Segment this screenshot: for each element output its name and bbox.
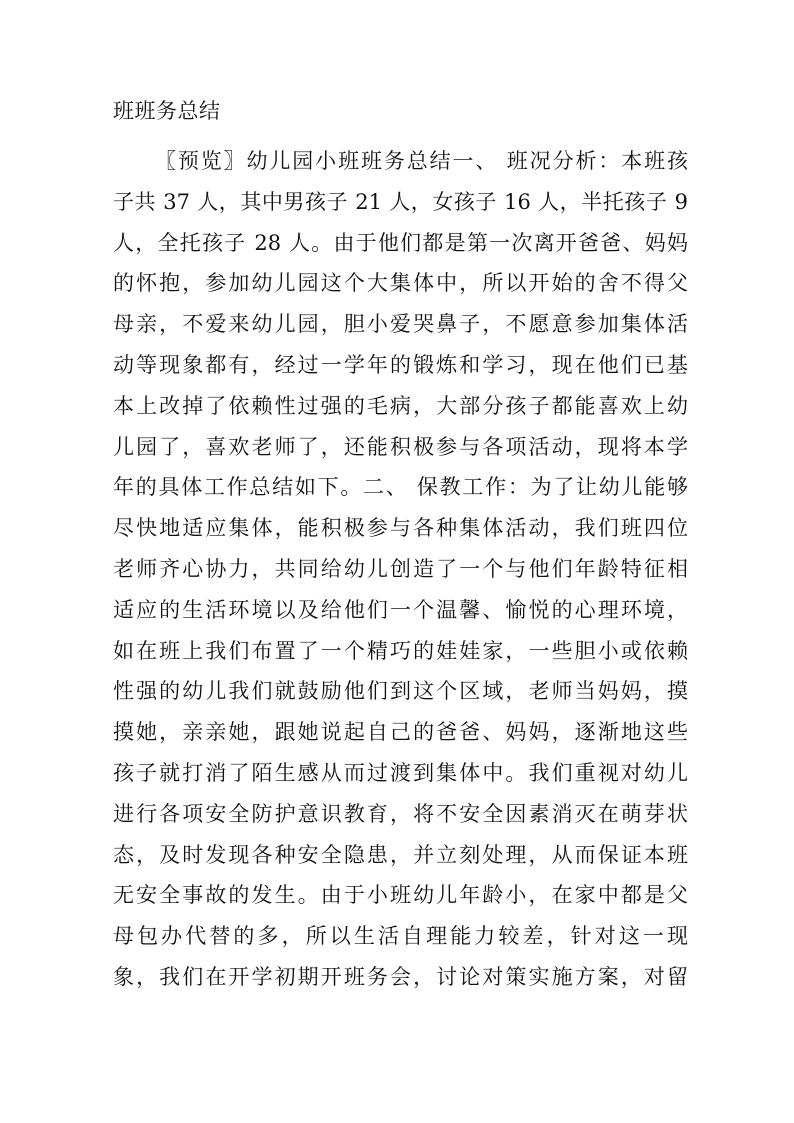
paragraph-line: 孩子就打消了陌生感从而过渡到集体中。我们重视对幼儿 — [113, 760, 688, 785]
paragraph-line: 本上改掉了依赖性过强的毛病，大部分孩子都能喜欢上幼 — [113, 393, 688, 418]
document-title: 班班务总结 — [113, 99, 221, 123]
paragraph-line: 〖预览〗幼儿园小班班务总结一、 班况分析：本班孩 — [155, 149, 688, 173]
paragraph-line: 儿园了，喜欢老师了，还能积极参与各项活动，现将本学 — [113, 434, 688, 459]
paragraph-line: 态，及时发现各种安全隐患，并立刻处理，从而保证本班 — [113, 842, 688, 867]
paragraph-line: 无安全事故的发生。由于小班幼儿年龄小，在家中都是父 — [113, 883, 688, 908]
paragraph-line: 的怀抱，参加幼儿园这个大集体中，所以开始的舍不得父 — [113, 271, 688, 296]
paragraph-line: 适应的生活环境以及给他们一个温馨、愉悦的心理环境， — [113, 597, 688, 622]
paragraph-line: 年的具体工作总结如下。二、 保教工作：为了让幼儿能够 — [113, 475, 688, 500]
paragraph-line: 人，全托孩子 28 人。由于他们都是第一次离开爸爸、妈妈 — [113, 230, 688, 255]
paragraph-line: 如在班上我们布置了一个精巧的娃娃家，一些胆小或依赖 — [113, 638, 688, 663]
paragraph-line: 老师齐心协力，共同给幼儿创造了一个与他们年龄特征相 — [113, 556, 688, 581]
paragraph-line: 子共 37 人，其中男孩子 21 人，女孩子 16 人，半托孩子 9 — [113, 189, 688, 214]
paragraph-line: 尽快地适应集体，能积极参与各种集体活动，我们班四位 — [113, 516, 688, 541]
paragraph-line: 母包办代替的多，所以生活自理能力较差，针对这一现 — [113, 924, 688, 949]
paragraph-line: 动等现象都有，经过一学年的锻炼和学习，现在他们已基 — [113, 352, 688, 377]
paragraph-line: 摸她，亲亲她，跟她说起自己的爸爸、妈妈，逐渐地这些 — [113, 720, 688, 745]
paragraph-line: 象，我们在开学初期开班务会，讨论对策实施方案，对留 — [113, 964, 688, 989]
paragraph-line: 性强的幼儿我们就鼓励他们到这个区域，老师当妈妈，摸 — [113, 679, 688, 704]
document-body — [113, 141, 688, 998]
paragraph-line: 母亲，不爱来幼儿园，胆小爱哭鼻子，不愿意参加集体活 — [113, 312, 688, 337]
paragraph-line: 进行各项安全防护意识教育，将不安全因素消灭在萌芽状 — [113, 801, 688, 826]
